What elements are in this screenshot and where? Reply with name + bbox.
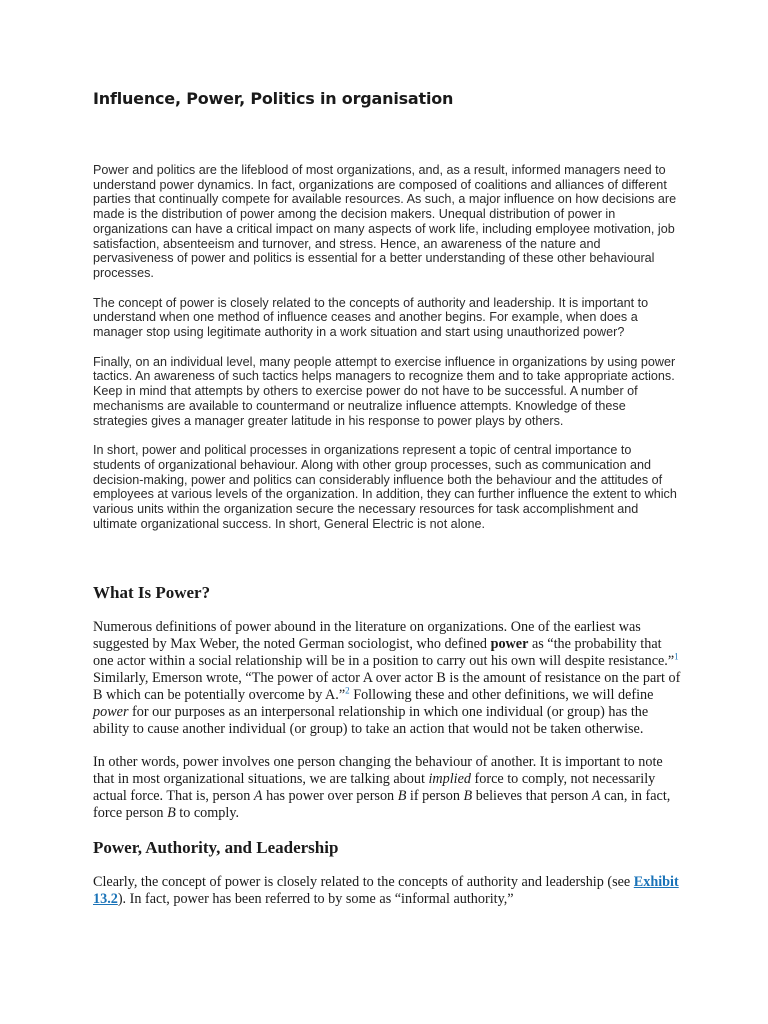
intro-paragraph-1: Power and politics are the lifeblood of most organizations, and, as a result, informed managers need to understand power dynamics. In fact, organizations are composed of coalitions and alliances of different parties that continually compete for available resources. As such, a major influence on how decisions are made is the distribution of power among the decision makers. Unequal distribution of power in organizations can have a critical impact on many aspects of work life, including employee motivation, job satisfaction, absenteeism and turnover, and stress. Hence, an awareness of the nature and pervasiveness of power and politics is essential for a better understanding of these other behavioural processes. [93,163,677,280]
intro-paragraph-3: Finally, on an individual level, many people attempt to exercise influence in organizations by using power tactics. An awareness of such tactics helps managers to recognize them and to take appropriate actions. Keep in mind that attempts by others to exercise power do not have to be successful. A number of mechanisms are available to countermand or neutralize influence attempts. Knowledge of these strategies gives a manager greater latitude in his response to power plays by others. [93,354,676,428]
exhibit-13-2-link[interactable]: Exhibit 13.2 [93,874,679,907]
footnote-link-2[interactable]: 2 [345,685,350,696]
authority-paragraph: Clearly, the concept of power is closely related to the concepts of authority and leadership (see Exhibit 13.2). In fact, power has been referred to by some as “informal authority,” [93,874,679,907]
power-behaviour-paragraph: In other words, power involves one person changing the behaviour of another. It is important to note that in most organizational situations, we are talking about implied force to comply, not necessarily actual force. That is, person A has power over person B if person B believes that person A can, in fact, force person B to comply. [93,754,671,821]
footnote-link-1[interactable]: 1 [674,651,679,662]
power-definition-paragraph: Numerous definitions of power abound in the literature on organizations. One of the earliest was suggested by Max Weber, the noted German sociologist, who defined power as “the probability that one actor within a social relationship will be in a position to carry out his own will despite resistance.”$^1$ Similarly, Emerson wrote, “The power of actor A over actor B is the amount of resistance on the part of B which can be potentially overcome by A.”$^2$ Following these and other definitions, we will define power for our purposes as an interpersonal relationship in which one individual (or group) has the ability to cause another individual (or group) to take an action that would not be taken otherwise. [93,619,681,737]
document-title: Influence, Power, Politics in organisation [93,89,454,108]
intro-section [93,163,681,546]
section-heading-what-is-power: What Is Power? [93,583,211,602]
book-excerpt [93,584,681,908]
intro-paragraph-2: The concept of power is closely related to the concepts of authority and leadership. It is important to understand when one method of influence ceases and another begins. For example, when does a manager stop using legitimate authority in a work situation and start using unauthorized power? [93,295,649,340]
intro-paragraph-4: In short, power and political processes in organizations represent a topic of central importance to students of organizational behaviour. Along with other group processes, such as communication and decision-making, power and politics can considerably influence both the behaviour and the attitudes of employees at various levels of the organization. In addition, they can further influence the extent to which various units within the organization secure the necessary resources for task accomplishment and ultimate organizational success. In short, General Electric is not alone. [93,443,677,531]
section-heading-power-authority-leadership: Power, Authority, and Leadership [93,838,339,857]
